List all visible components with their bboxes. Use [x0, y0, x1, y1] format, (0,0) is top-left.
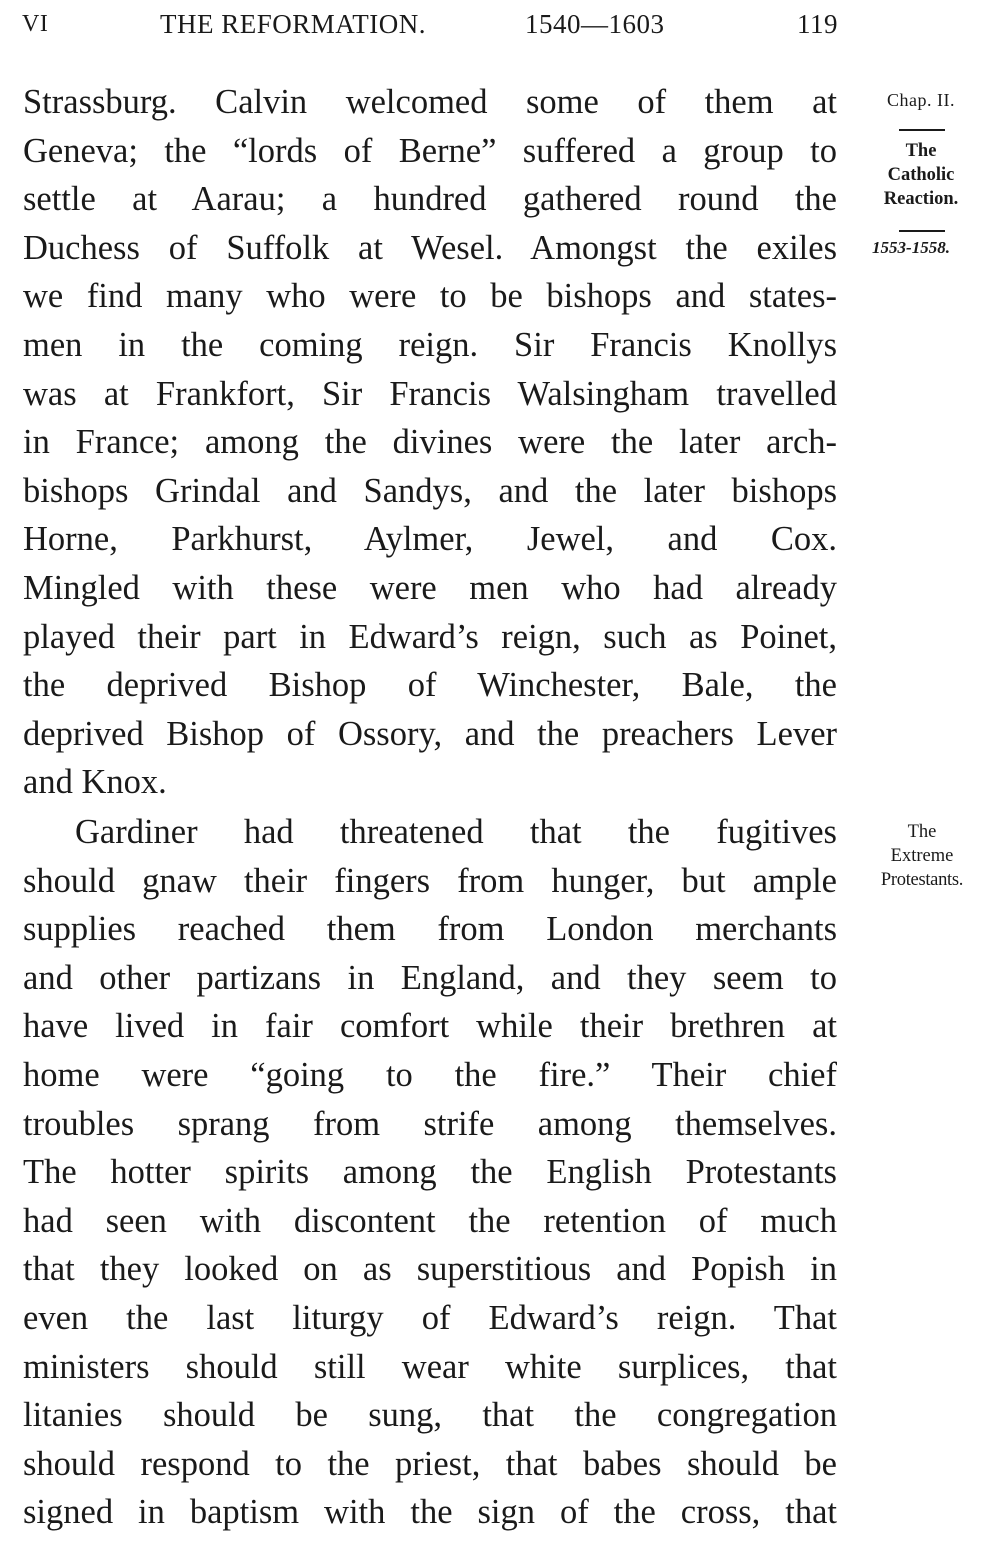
text-line: have lived in fair comfort while their brethren at — [23, 1007, 837, 1046]
margin-note-dates: 1553-1558. — [872, 238, 950, 257]
text-line: ministers should still wear white surplices, that — [23, 1347, 837, 1386]
margin-rule — [899, 230, 945, 232]
paragraph-2 — [23, 808, 837, 1537]
text-line: should gnaw their fingers from hunger, but ample — [23, 861, 837, 900]
margin-note-topic — [852, 820, 992, 892]
text-line: and other partizans in England, and they seem to — [23, 958, 837, 997]
text-line: Gardiner had threatened that the fugitives — [75, 813, 837, 851]
margin-note-line: The — [907, 822, 937, 842]
text-line: and Knox. — [23, 763, 167, 802]
text-line: Duchess of Suffolk at Wesel. Amongst the exiles — [23, 228, 837, 267]
text-line: was at Frankfort, Sir Francis Walsingham travelled — [23, 374, 837, 413]
text-line: litanies should be sung, that the congregation — [23, 1396, 837, 1435]
margin-note-chapter: Chap. II. — [887, 90, 955, 110]
page-number: 119 — [797, 9, 838, 39]
text-line: had seen with discontent the retention of much — [23, 1201, 837, 1240]
running-title: THE REFORMATION. — [160, 9, 427, 39]
margin-note-line: The — [905, 141, 937, 161]
text-line: The hotter spirits among the English Protestants — [23, 1153, 837, 1192]
section-number: VI — [22, 11, 49, 37]
margin-rule — [899, 129, 945, 131]
text-line: even the last liturgy of Edward’s reign. That — [23, 1298, 837, 1337]
text-line: deprived Bishop of Ossory, and the preachers Lever — [23, 714, 837, 753]
text-line: in France; among the divines were the later arch- — [23, 423, 837, 462]
paragraph-1 — [23, 78, 837, 807]
text-line: Mingled with these were men who had already — [23, 568, 837, 607]
margin-note-line: Catholic — [887, 165, 955, 185]
text-line: we find many who were to be bishops and states- — [23, 277, 837, 316]
text-line: Strassburg. Calvin welcomed some of them at — [23, 83, 837, 121]
text-line: settle at Aarau; a hundred gathered round the — [23, 180, 837, 219]
text-line: should respond to the priest, that babes should be — [23, 1444, 837, 1483]
text-line: the deprived Bishop of Winchester, Bale, the — [23, 666, 837, 705]
text-line: Horne, Parkhurst, Aylmer, Jewel, and Cox. — [23, 520, 837, 559]
text-line: troubles sprang from strife among themselves. — [23, 1104, 837, 1143]
text-line: supplies reached them from London merchants — [23, 910, 837, 949]
margin-note-line: Protestants. — [880, 870, 964, 890]
text-line: played their part in Edward’s reign, such as Poinet, — [23, 617, 837, 656]
text-line: signed in baptism with the sign of the cross, that — [23, 1493, 837, 1532]
text-line: bishops Grindal and Sandys, and the later bishops — [23, 471, 837, 510]
margin-note-line: Extreme — [890, 846, 954, 866]
text-line: that they looked on as superstitious and Popish in — [23, 1250, 837, 1289]
running-header — [22, 6, 840, 42]
running-dates: 1540—1603 — [525, 9, 665, 39]
margin-note-topic — [852, 139, 990, 211]
text-line: Geneva; the “lords of Berne” suffered a group to — [23, 131, 837, 170]
text-line: men in the coming reign. Sir Francis Knollys — [23, 325, 837, 364]
margin-note-line: Reaction. — [883, 189, 959, 209]
text-line: home were “going to the fire.” Their chief — [23, 1055, 837, 1094]
